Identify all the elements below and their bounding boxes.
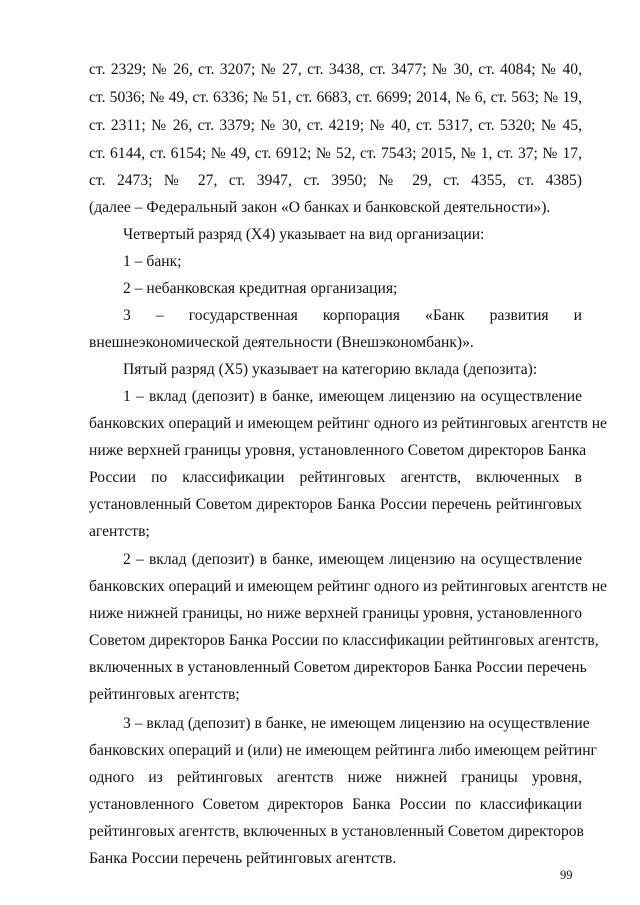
list-item: 1 – вклад (депозит) в банке, имеющем лицензию на осуществление: [123, 388, 582, 405]
text-line: Банка России перечень рейтинговых агентств.: [89, 850, 397, 867]
text-line: банковских операций и имеющем рейтинг одного из рейтинговых агентств не: [89, 578, 607, 595]
text-line: агентств;: [89, 523, 150, 540]
text-line: ст. 2329; № 26, ст. 3207; № 27, ст. 3438, ст. 3477; № 30, ст. 4084; № 40,: [89, 61, 582, 78]
text-line: ст. 2473; № 27, ст. 3947, ст. 3950; № 29, ст. 4355, ст. 4385): [89, 172, 582, 189]
page-number: 99: [560, 868, 573, 882]
paragraph-line: Пятый разряд (Х5) указывает на категорию вклада (депозита):: [123, 361, 538, 378]
text-line: рейтинговых агентств, включенных в установленный Советом директоров: [89, 823, 584, 840]
text-line: установленного Советом директоров Банка России по классификации: [89, 796, 582, 813]
text-line: банковских операций и имеющем рейтинг одного из рейтинговых агентств не: [89, 415, 607, 432]
text-line: ст. 2311; № 26, ст. 3379; № 30, ст. 4219; № 40, ст. 5317, ст. 5320; № 45,: [89, 117, 582, 134]
text-line: ст. 6144, ст. 6154; № 49, ст. 6912; № 52, ст. 7543; 2015, № 1, ст. 37; № 17,: [89, 145, 582, 162]
list-item: 2 – небанковская кредитная организация;: [123, 280, 398, 297]
text-line: Советом директоров Банка России по классификации рейтинговых агентств,: [89, 632, 599, 649]
text-line: России по классификации рейтинговых агентств, включенных в: [89, 469, 582, 486]
list-item: 1 – банк;: [123, 253, 182, 270]
list-item: 3 – государственная корпорация «Банк развития и: [123, 307, 582, 324]
text-line: рейтинговых агентств;: [89, 686, 240, 703]
text-line: ниже нижней границы, но ниже верхней границы уровня, установленного: [89, 605, 582, 622]
text-line: внешнеэкономической деятельности (Внешэкономбанк)».: [89, 334, 474, 351]
text-line: банковских операций и (или) не имеющем рейтинга либо имеющем рейтинг: [89, 742, 597, 759]
text-line: (далее – Федеральный закон «О банках и банковской деятельности»).: [89, 199, 551, 216]
text-line: ст. 5036; № 49, ст. 6336; № 51, ст. 6683, ст. 6699; 2014, № 6, ст. 563; № 19,: [89, 89, 582, 106]
text-line: ниже верхней границы уровня, установленного Советом директоров Банка: [89, 442, 587, 459]
text-line: установленный Советом директоров Банка России перечень рейтинговых: [89, 496, 582, 513]
list-item: 3 – вклад (депозит) в банке, не имеющем лицензию на осуществление: [123, 715, 590, 732]
text-line: включенных в установленный Советом директоров Банка России перечень: [89, 659, 587, 676]
text-line: одного из рейтинговых агентств ниже нижней границы уровня,: [89, 769, 582, 786]
list-item: 2 – вклад (депозит) в банке, имеющем лицензию на осуществление: [123, 551, 582, 568]
paragraph-line: Четвертый разряд (Х4) указывает на вид организации:: [123, 226, 485, 243]
